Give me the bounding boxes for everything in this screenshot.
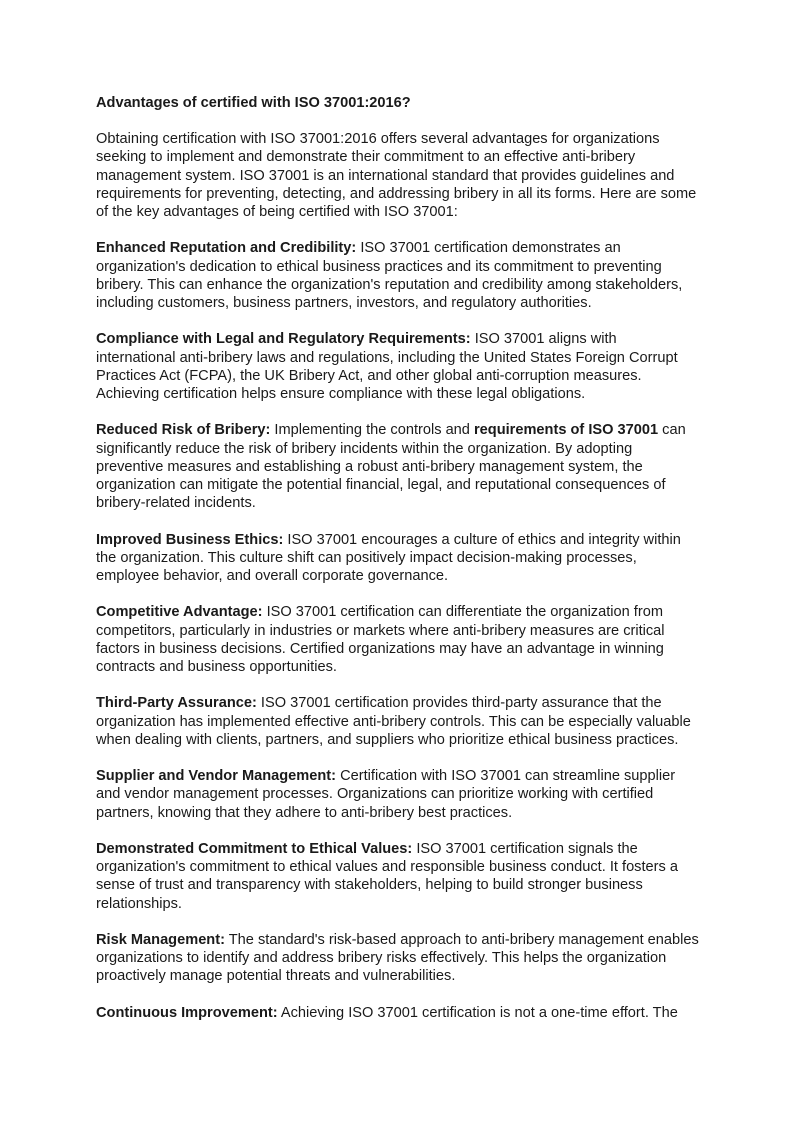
section-text: can significantly reduce the risk of bribery incidents within the organization. By adopting preventive measures and establishing a robust anti-bribery management system, the organization can mitigate the potential financial, legal, and reputational consequences of bribery-related incidents. bbox=[96, 422, 686, 512]
intro-paragraph: Obtaining certification with ISO 37001:2016 offers several advantages for organizations seeking to implement and demonstrate their commitment to an effective anti-bribery management system. ISO 37001 is an international standard that provides guidelines and requirements for preventing, detecting, and addressing bribery in all its forms. Here are some of the key advantages of being certified with ISO 37001: bbox=[96, 131, 697, 221]
section-heading: Competitive Advantage: bbox=[96, 604, 263, 621]
section-ethical-values bbox=[96, 840, 700, 913]
section-heading: Third-Party Assurance: bbox=[96, 695, 257, 712]
section-text: ISO 37001 certification can differentiate the organization from competitors, particularly in industries or markets where anti-bribery measures are critical factors in business decisions. Certified organizations may have an advantage in winning contracts and business opportunities. bbox=[96, 604, 665, 676]
document-title: Advantages of certified with ISO 37001:2016? bbox=[96, 95, 411, 111]
section-heading: Enhanced Reputation and Credibility: bbox=[96, 240, 357, 257]
section-business-ethics bbox=[96, 531, 700, 586]
section-heading: Demonstrated Commitment to Ethical Values: bbox=[96, 841, 413, 857]
section-heading: Supplier and Vendor Management: bbox=[96, 768, 337, 785]
section-heading: Risk Management: bbox=[96, 932, 225, 948]
section-text: ISO 37001 certification signals the organization's commitment to ethical values and responsible business conduct. It fosters a sense of trust and transparency with stakeholders, helping to build stronger business relationships. bbox=[96, 841, 678, 912]
document-body bbox=[96, 94, 700, 1040]
section-text: ISO 37001 certification demonstrates an organization's dedication to ethical business practices and its commitment to preventing bribery. This can enhance the organization's reputation and credibility among stakeholders, including customers, business partners, investors, and regulatory authorities. bbox=[96, 240, 683, 312]
section-text: ISO 37001 certification provides third-party assurance that the organization has implemented effective anti-bribery controls. This can be especially valuable when dealing with clients, partners, and suppliers who prioritize ethical business practices. bbox=[96, 695, 691, 748]
section-reputation bbox=[96, 239, 700, 312]
section-heading: Improved Business Ethics: bbox=[96, 531, 284, 548]
section-text: Certification with ISO 37001 can streamline supplier and vendor management processes. Organizations can prioritize working with certified partners, knowing that they adhere to anti-bribery best practices. bbox=[96, 768, 676, 821]
section-text: ISO 37001 encourages a culture of ethics and integrity within the organization. This culture shift can positively impact decision-making processes, employee behavior, and overall corporate governance. bbox=[96, 531, 681, 585]
section-text: Achieving ISO 37001 certification is not a one-time effort. The bbox=[277, 1004, 678, 1021]
section-reduced-risk bbox=[96, 421, 700, 512]
section-text: ISO 37001 aligns with international anti-bribery laws and regulations, including the United States Foreign Corrupt Practices Act (FCPA), the UK Bribery Act, and other global anti-corruption measures. Achieving certification helps ensure compliance with these legal obligations. bbox=[96, 331, 678, 403]
section-heading: Continuous Improvement: bbox=[96, 1004, 278, 1021]
section-text: The standard's risk-based approach to anti-bribery management enables organizations to identify and address bribery risks effectively. This helps the organization proactively manage potential threats and vulnerabilities. bbox=[96, 932, 699, 985]
section-heading: Compliance with Legal and Regulatory Requirements: bbox=[96, 331, 471, 348]
inline-bold-link-text: requirements of ISO 37001 bbox=[473, 422, 659, 439]
section-continuous-improvement bbox=[96, 1004, 700, 1022]
section-text: Implementing the controls and bbox=[270, 422, 474, 439]
section-supplier-vendor bbox=[96, 767, 700, 822]
section-competitive-advantage bbox=[96, 603, 700, 676]
section-third-party bbox=[96, 694, 700, 749]
section-risk-management bbox=[96, 931, 700, 986]
section-compliance bbox=[96, 330, 700, 403]
section-heading: Reduced Risk of Bribery: bbox=[96, 422, 271, 439]
